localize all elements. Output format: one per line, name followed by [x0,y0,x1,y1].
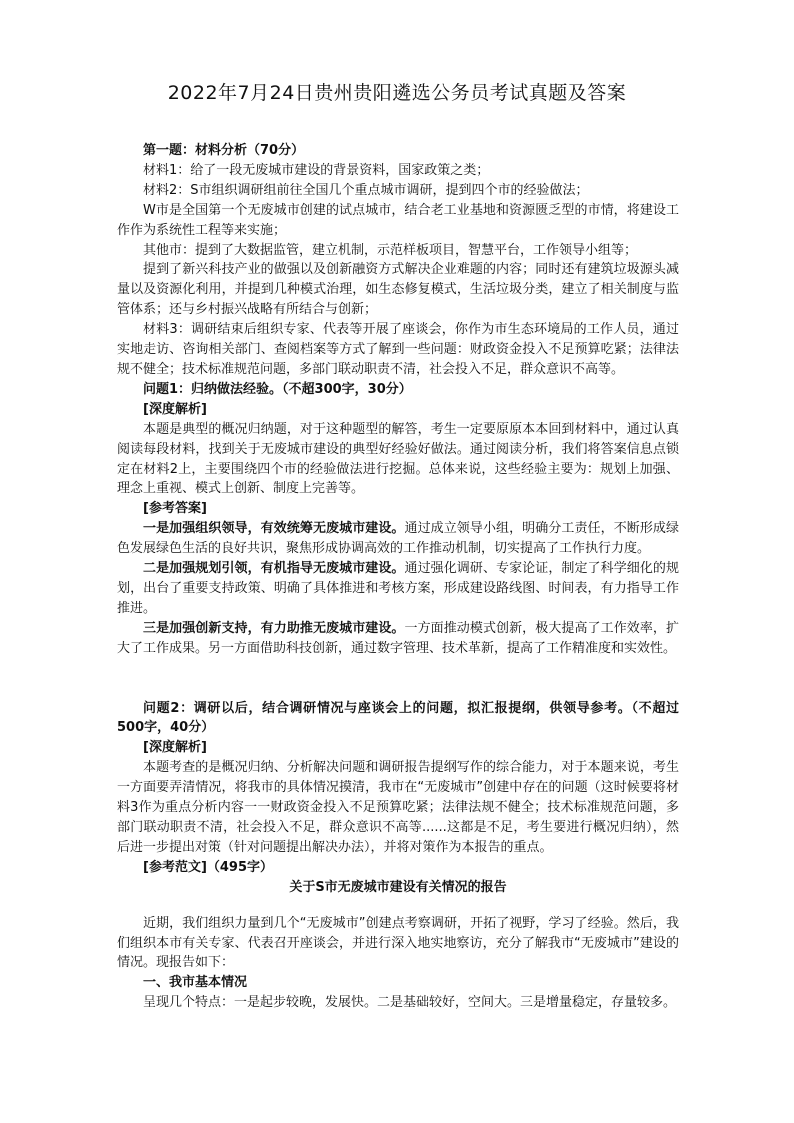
answer-point-3-heading: 三是加强创新支持，有力助推无废城市建设。 [143,620,405,636]
material-2: 材料2：S市组织调研组前往全国几个重点城市调研，提到四个市的经验做法； [143,182,589,198]
answer-point-1 [117,519,679,559]
document-body [117,141,679,1013]
question-1-2-analysis: 本题考查的是概况归纳、分析解决问题和调研报告提纲写作的综合能力，对于本题来说，考生一方面要弄清情况，将我市的具体情况摸清，我市在“无废城市”创建中存在的问题（这时候要将材料3作为重点分析内容一一财政资金投入不足预算吃紧；法律法规不健全；技术标准规范问题，多部门联动职责不清，社会投入不足，群众意识不高等......这都是不足，考生要进行概况归纳），然后进一步提出对策（针对问题提出解决办法），并将对策作为本报告的重点。 [117,760,679,855]
document-title: 2022年7月24日贵州贵阳遴选公务员考试真题及答案 [167,82,627,104]
material-1: 材料1：给了一段无废城市建设的背景资料，国家政策之类； [143,162,490,178]
answer-label: [参考答案] [143,501,207,517]
answer-point-3-text: 一方面推动模式创新，极大提高了工作效率，扩大了工作成果。另一方面借助科技创新，通过数字管理、技术革新，提高了工作精准度和实效性。 [117,620,679,656]
answer-point-1-text: 通过成立领导小组，明确分工责任，不断形成绿色发展绿色生活的良好共识，聚焦形成协调高效的工作推动机制，切实提高了工作执行力度。 [117,521,679,557]
answer-point-3 [117,619,679,659]
answer-point-2 [117,559,679,619]
report-section-1-heading: 一、我市基本情况 [143,975,248,991]
answer-point-1-heading: 一是加强组织领导，有效统筹无废城市建设。 [143,521,405,537]
answer-point-2-text: 通过强化调研、专家论证，制定了科学细化的规划，出台了重要支持政策、明确了具体推进和考核方案，形成建设路线图、时间表，有力指导工作推进。 [117,561,679,616]
question-1-1: 问题1：归纳做法经验。（不超300字，30分） [143,381,412,397]
report-section-1-text: 呈现几个特点：一是起步较晚，发展快。二是基础较好，空间大。三是增量稳定，存量较多。 [143,995,677,1011]
material-2-w-city: W市是全国第一个无废城市创建的试点城市，结合老工业基地和资源匮乏型的市情，将建设工作作为系统性工程等来实施； [117,202,679,238]
report-intro: 近期，我们组织力量到几个“无废城市”创建点考察调研，开拓了视野，学习了经验。然后，我们组织本市有关专家、代表召开座谈会，并进行深入地实地察访，充分了解我市“无废城市”建设的情况。现报告如下： [117,915,679,971]
analysis-label: [深度解析] [143,401,207,417]
question-1-1-analysis: 本题是典型的概况归纳题，对于这种题型的解答，考生一定要原原本本回到材料中，通过认真阅读每段材料，找到关于无废城市建设的典型好经验好做法。通过阅读分析，我们将答案信息点锁定在材料2上，主要围绕四个市的经验做法进行挖掘。总体来说，这些经验主要为：规划上加强、理念上重视、模式上创新、制度上完善等。 [117,421,679,497]
question-1-heading: 第一题：材料分析（70分） [143,143,305,158]
material-2-more: 提到了新兴科技产业的做强以及创新融资方式解决企业难题的内容；同时还有建筑垃圾源头减量以及资源化利用，并提到几种模式治理，如生态修复模式，生活垃圾分类，建立了相关制度与监管体系；还与乡村振兴战略有所结合与创新； [117,262,679,318]
material-2-other-cities: 其他市：提到了大数据监管，建立机制，示范样板项目，智慧平台，工作领导小组等； [143,242,638,258]
answer-point-2-heading: 二是加强规划引领，有机指导无废城市建设。 [143,561,405,577]
question-1-2: 问题2：调研以后，结合调研情况与座谈会上的问题，拟汇报提纲，供领导参考。（不超过500字，40分） [117,700,679,736]
section-spacer [117,659,679,699]
material-3: 材料3：调研结束后组织专家、代表等开展了座谈会，你作为市生态环境局的工作人员，通过实地走访、咨询相关部门、查阅档案等方式了解到一些问题：财政资金投入不足预算吃紧；法律法规不健全；技术标准规范问题，多部门联动职责不清，社会投入不足，群众意识不高等。 [117,322,679,377]
sample-essay-label: [参考范文]（495字） [143,859,274,875]
analysis-label-2: [深度解析] [143,740,207,756]
report-spacer [117,898,679,914]
report-title: 关于S市无废城市建设有关情况的报告 [289,879,507,895]
